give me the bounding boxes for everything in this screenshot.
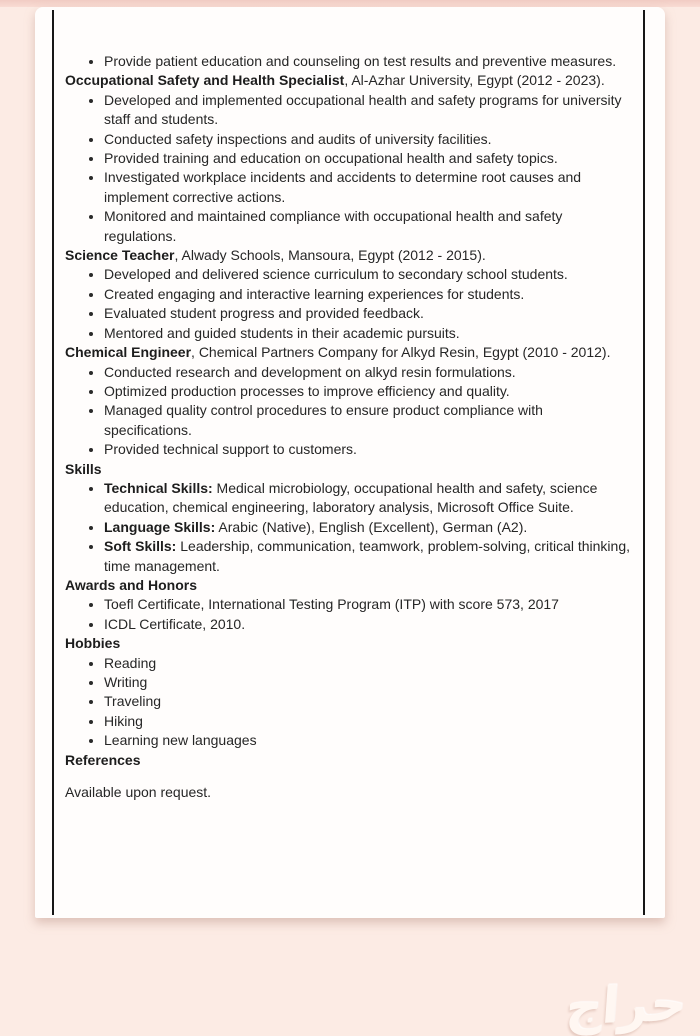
bullet-dot <box>89 293 93 297</box>
line-text: Created engaging and interactive learning experiences for students. <box>104 285 525 302</box>
bullet-item <box>65 731 631 750</box>
section-heading <box>65 576 631 595</box>
bullet-dot <box>89 409 93 413</box>
section-heading <box>65 751 631 770</box>
bullet-item <box>65 692 631 711</box>
bullet-dot <box>89 371 93 375</box>
bullet-dot <box>89 138 93 142</box>
heading-text: References <box>65 751 141 768</box>
bold-lead-text: Chemical Engineer <box>65 344 192 361</box>
bullet-dot <box>89 681 93 685</box>
bullet-item <box>65 518 631 537</box>
line-text: Writing <box>104 674 148 690</box>
resume-content <box>65 52 631 802</box>
bullet-dot <box>89 273 93 277</box>
line-text: Leadership, communication, teamwork, problem-solving, critical thinking, time management. <box>104 538 630 574</box>
line-text: Monitored and maintained compliance with occupational health and safety regulations. <box>104 208 563 244</box>
bullet-dot <box>89 448 93 452</box>
line-text: Conducted safety inspections and audits of university facilities. <box>104 130 492 147</box>
line-text: Arabic (Native), English (Excellent), German (A2). <box>215 518 528 535</box>
line-text: Mentored and guided students in their academic pursuits. <box>104 324 460 341</box>
job-title-line <box>65 246 631 265</box>
line-text: Provide patient education and counseling on test results and preventive measures. <box>104 53 617 69</box>
bullet-item <box>65 537 631 576</box>
bullet-dot <box>89 312 93 316</box>
section-heading <box>65 460 631 479</box>
bullet-item <box>65 615 631 634</box>
bullet-dot <box>89 332 93 336</box>
job-title-line <box>65 71 631 90</box>
line-text: , Alwady Schools, Mansoura, Egypt (2012 - 2015). <box>174 247 486 264</box>
line-text: Hiking <box>104 712 143 729</box>
bullet-item <box>65 595 631 614</box>
page-left-border-line <box>52 10 54 915</box>
bullet-dot <box>89 99 93 103</box>
bullet-item <box>65 52 631 71</box>
background-top-strip <box>0 0 700 7</box>
line-text: Toefl Certificate, International Testing Program (ITP) with score 573, 2017 <box>104 596 559 613</box>
bullet-item <box>65 285 631 304</box>
bullet-item <box>65 130 631 149</box>
line-text: Provided technical support to customers. <box>104 441 357 458</box>
bullet-dot <box>89 487 93 491</box>
bullet-dot <box>89 700 93 704</box>
line-text: Conducted research and development on alkyd resin formulations. <box>104 363 516 380</box>
bullet-dot <box>89 526 93 530</box>
line-text: ICDL Certificate, 2010. <box>104 615 246 632</box>
line-text: Traveling <box>104 693 162 710</box>
bullet-dot <box>89 739 93 743</box>
bold-lead-text: Science Teacher <box>65 247 175 264</box>
bullet-item <box>65 479 631 518</box>
line-text: Developed and implemented occupational health and safety programs for university staff and students. <box>104 91 622 128</box>
bullet-item <box>65 401 631 440</box>
bullet-item <box>65 265 631 284</box>
bold-lead-text: Technical Skills: <box>104 479 213 496</box>
page-right-border-line <box>643 10 645 915</box>
line-text: Reading <box>104 654 157 671</box>
line-text: Available upon request. <box>65 784 212 801</box>
bullet-dot <box>89 60 93 64</box>
bullet-item <box>65 382 631 401</box>
line-text: Medical microbiology, occupational health and safety, science education, chemical engineering, laboratory analysis, Microsoft Office Suite. <box>104 479 598 516</box>
bullet-dot <box>89 390 93 394</box>
bullet-item <box>65 654 631 673</box>
line-text: Evaluated student progress and provided feedback. <box>104 305 424 322</box>
line-text: Investigated workplace incidents and accidents to determine root causes and implement corrective actions. <box>104 169 582 205</box>
bullet-item <box>65 324 631 343</box>
bullet-dot <box>89 603 93 607</box>
bullet-dot <box>89 720 93 724</box>
bullet-dot <box>89 176 93 180</box>
section-heading <box>65 634 631 653</box>
bold-lead-text: Occupational Safety and Health Specialist <box>65 72 345 89</box>
line-text: Learning new languages <box>104 732 257 749</box>
line-text: , Chemical Partners Company for Alkyd Resin, Egypt (2010 - 2012). <box>191 344 611 361</box>
bullet-item <box>65 91 631 130</box>
job-title-line <box>65 343 631 362</box>
bullet-dot <box>89 662 93 666</box>
resume-page <box>35 7 665 918</box>
bullet-item <box>65 304 631 323</box>
bullet-dot <box>89 215 93 219</box>
paragraph <box>65 783 631 802</box>
line-text: , Al-Azhar University, Egypt (2012 - 2023). <box>344 72 605 89</box>
bullet-dot <box>89 623 93 627</box>
line-text: Managed quality control procedures to ensure product compliance with specifications. <box>104 402 543 438</box>
bullet-dot <box>89 157 93 161</box>
heading-text: Skills <box>65 460 102 477</box>
bullet-item <box>65 363 631 382</box>
bullet-item <box>65 712 631 731</box>
heading-text: Awards and Honors <box>65 576 197 593</box>
bold-lead-text: Language Skills: <box>104 518 216 535</box>
line-text: Optimized production processes to improve efficiency and quality. <box>104 382 510 399</box>
bullet-item <box>65 673 631 692</box>
heading-text: Hobbies <box>65 635 121 652</box>
line-text: Provided training and education on occupational health and safety topics. <box>104 150 558 167</box>
bullet-item <box>65 207 631 246</box>
bullet-item <box>65 440 631 459</box>
haraj-watermark-logo: حراج <box>563 973 688 1036</box>
bullet-item <box>65 149 631 168</box>
line-text: Developed and delivered science curriculum to secondary school students. <box>104 266 568 283</box>
bold-lead-text: Soft Skills: <box>104 538 177 555</box>
bullet-dot <box>89 545 93 549</box>
bullet-item <box>65 168 631 207</box>
